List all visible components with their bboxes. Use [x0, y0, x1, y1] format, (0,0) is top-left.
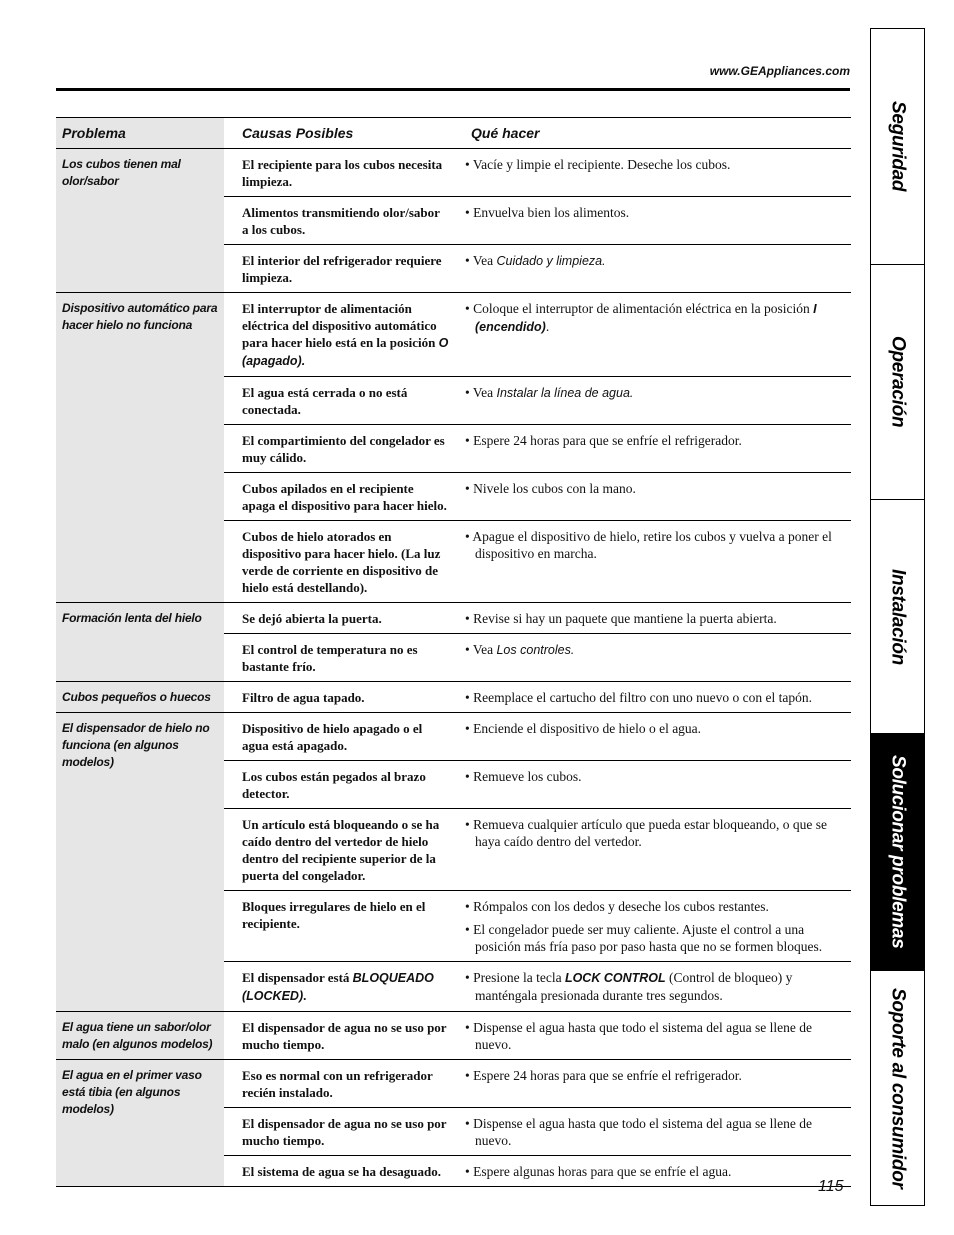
fix-item: • Vea Los controles. — [465, 642, 575, 657]
table-row — [224, 1156, 851, 1186]
table-row — [224, 425, 851, 473]
header-problem: Problema — [56, 118, 224, 148]
problem-label: Los cubos tienen mal olor/sabor — [56, 149, 224, 292]
cause-text: Bloques irregulares de hielo en el recipiente. — [242, 899, 426, 931]
fix-list — [453, 682, 851, 712]
cause-text: Se dejó abierta la puerta. — [242, 611, 382, 626]
fix-item: • El congelador puede ser muy caliente. Ajuste el control a una posición más fría paso por paso hasta que no se formen bloques. — [465, 922, 823, 954]
fix-item: • Espere 24 horas para que se enfríe el refrigerador. — [465, 1068, 742, 1083]
tab-seguridad[interactable] — [871, 29, 924, 265]
problem-label: Dispositivo automático para hacer hielo no funciona — [56, 293, 224, 602]
table-row — [224, 1108, 851, 1156]
problem-group — [56, 713, 851, 1012]
cause-text: El control de temperatura no es bastante frío. — [242, 642, 418, 674]
cause-text: El sistema de agua se ha desaguado. — [242, 1164, 441, 1179]
emphasis-text: Cuidado y limpieza. — [496, 254, 606, 268]
table-row — [224, 1060, 851, 1108]
cause-text: El dispensador de agua no se uso por mucho tiempo. — [242, 1116, 447, 1148]
table-row — [224, 761, 851, 809]
emphasis-text: BLOQUEADO (LOCKED) — [242, 971, 434, 1003]
cause-rows — [224, 603, 851, 681]
cause-rows — [224, 149, 851, 292]
fix-list — [453, 377, 851, 424]
fix-item: • Enciende el dispositivo de hielo o el agua. — [465, 721, 702, 736]
table-row — [224, 1012, 851, 1059]
emphasis-text: I (encendido) — [475, 302, 817, 334]
fix-item: • Vea Cuidado y limpieza. — [465, 253, 606, 268]
cause-rows — [224, 293, 851, 602]
fix-item: • Remueva cualquier artículo que pueda estar bloqueando, o que se haya caído dentro del vertedor. — [465, 817, 827, 849]
table-row — [224, 891, 851, 962]
table-row — [224, 473, 851, 521]
tab-soporte-al-consumidor[interactable] — [871, 971, 924, 1205]
troubleshooting-table — [56, 117, 851, 1187]
fix-list — [453, 962, 851, 1011]
table-row — [224, 634, 851, 681]
problem-group — [56, 1060, 851, 1187]
problem-label: Cubos pequeños o huecos — [56, 682, 224, 712]
cause-rows — [224, 1012, 851, 1059]
cause-text: Los cubos están pegados al brazo detector. — [242, 769, 426, 801]
fix-item: • Dispense el agua hasta que todo el sistema del agua se llene de nuevo. — [465, 1020, 812, 1052]
cause-rows — [224, 713, 851, 1011]
fix-item: • Espere algunas horas para que se enfríe el agua. — [465, 1164, 732, 1179]
table-row — [224, 149, 851, 197]
cause-rows — [224, 682, 851, 712]
fix-item: • Dispense el agua hasta que todo el sistema del agua se llene de nuevo. — [465, 1116, 812, 1148]
fix-list — [453, 603, 851, 633]
fix-list — [453, 473, 851, 520]
fix-list — [453, 1156, 851, 1186]
fix-item: • Apague el dispositivo de hielo, retire los cubos y vuelva a poner el dispositivo en marcha. — [465, 529, 832, 561]
header-causes: Causas Posibles — [242, 125, 354, 141]
fix-list — [453, 713, 851, 760]
tab-label: Seguridad — [887, 101, 909, 192]
header-fix: Qué hacer — [471, 125, 540, 141]
table-row — [224, 293, 851, 377]
problem-group — [56, 682, 851, 713]
fix-item: • Coloque el interruptor de alimentación eléctrica en la posición I (encendido). — [465, 301, 817, 334]
table-row — [224, 603, 851, 634]
emphasis-text: Instalar la línea de agua. — [496, 386, 634, 400]
table-row — [224, 682, 851, 712]
cause-text: Eso es normal con un refrigerador recién instalado. — [242, 1068, 433, 1100]
cause-text: El compartimiento del congelador es muy cálido. — [242, 433, 445, 465]
tab-solucionar-problemas[interactable] — [871, 734, 924, 971]
fix-item: • Nivele los cubos con la mano. — [465, 481, 636, 496]
cause-text: El interruptor de alimentación eléctrica del dispositivo automático para hacer hielo está en la posición O (apagado). — [242, 301, 449, 368]
cause-text: Alimentos transmitiendo olor/sabor a los cubos. — [242, 205, 440, 237]
fix-item: • Remueve los cubos. — [465, 769, 582, 784]
fix-list — [453, 891, 851, 961]
fix-list — [453, 809, 851, 890]
table-row — [224, 713, 851, 761]
table-row — [224, 809, 851, 891]
fix-item: • Espere 24 horas para que se enfríe el refrigerador. — [465, 433, 742, 448]
tab-label: Operación — [887, 336, 909, 428]
problem-label: El agua en el primer vaso está tibia (en algunos modelos) — [56, 1060, 224, 1186]
fix-list — [453, 1012, 851, 1059]
fix-list — [453, 521, 851, 602]
fix-item: • Revise si hay un paquete que mantiene la puerta abierta. — [465, 611, 777, 626]
table-body — [56, 149, 851, 1187]
fix-list — [453, 1108, 851, 1155]
fix-list — [453, 761, 851, 808]
fix-item: • Reemplace el cartucho del filtro con uno nuevo o con el tapón. — [465, 690, 812, 705]
table-row — [224, 962, 851, 1011]
cause-text: Un artículo está bloqueando o se ha caído dentro del vertedor de hielo dentro del recipiente superior de la puerta del congelador. — [242, 817, 440, 883]
cause-text: El interior del refrigerador requiere limpieza. — [242, 253, 442, 285]
fix-list — [453, 293, 851, 376]
fix-item: • Presione la tecla LOCK CONTROL (Control de bloqueo) y manténgala presionada durante tres segundos. — [465, 970, 793, 1003]
table-row — [224, 521, 851, 602]
section-sidebar — [870, 28, 925, 1206]
cause-text: El recipiente para los cubos necesita limpieza. — [242, 157, 443, 189]
tab-instalacion[interactable] — [871, 500, 924, 734]
cause-rows — [224, 1060, 851, 1186]
emphasis-text: O (apagado). — [242, 336, 449, 368]
table-row — [224, 197, 851, 245]
problem-label: Formación lenta del hielo — [56, 603, 224, 681]
fix-list — [453, 149, 851, 196]
site-url[interactable]: www.GEAppliances.com — [709, 64, 850, 78]
problem-label: El dispensador de hielo no funciona (en algunos modelos) — [56, 713, 224, 1011]
problem-label: El agua tiene un sabor/olor malo (en algunos modelos) — [56, 1012, 224, 1059]
top-rule — [56, 88, 850, 91]
table-header — [56, 118, 851, 149]
problem-group — [56, 603, 851, 682]
fix-list — [453, 634, 851, 681]
fix-item: • Envuelva bien los alimentos. — [465, 205, 630, 220]
cause-text: El agua está cerrada o no está conectada. — [242, 385, 408, 417]
fix-list — [453, 1060, 851, 1107]
tab-operacion[interactable] — [871, 265, 924, 500]
tab-label: Soporte al consumidor — [887, 987, 909, 1189]
table-row — [224, 377, 851, 425]
tab-label: Instalación — [887, 568, 909, 665]
cause-text: Cubos apilados en el recipiente apaga el dispositivo para hacer hielo. — [242, 481, 447, 513]
cause-text: Dispositivo de hielo apagado o el agua está apagado. — [242, 721, 423, 753]
emphasis-text: LOCK CONTROL — [564, 971, 666, 985]
fix-item: • Vea Instalar la línea de agua. — [465, 385, 634, 400]
fix-list — [453, 197, 851, 244]
cause-text: Cubos de hielo atorados en dispositivo para hacer hielo. (La luz verde de corriente en dispositivo de hielo está destellando). — [242, 529, 441, 595]
fix-item: • Rómpalos con los dedos y deseche los cubos restantes. — [465, 899, 769, 914]
cause-text: Filtro de agua tapado. — [242, 690, 365, 705]
fix-item: • Vacíe y limpie el recipiente. Deseche los cubos. — [465, 157, 731, 172]
fix-list — [453, 425, 851, 472]
problem-group — [56, 1012, 851, 1060]
emphasis-text: Los controles. — [496, 643, 575, 657]
problem-group — [56, 149, 851, 293]
table-row — [224, 245, 851, 292]
cause-text: El dispensador está BLOQUEADO (LOCKED). — [242, 970, 434, 1003]
tab-label: Solucionar problemas — [887, 755, 909, 949]
page-number: 115 — [818, 1178, 844, 1195]
problem-group — [56, 293, 851, 603]
fix-list — [453, 245, 851, 292]
cause-text: El dispensador de agua no se uso por mucho tiempo. — [242, 1020, 447, 1052]
